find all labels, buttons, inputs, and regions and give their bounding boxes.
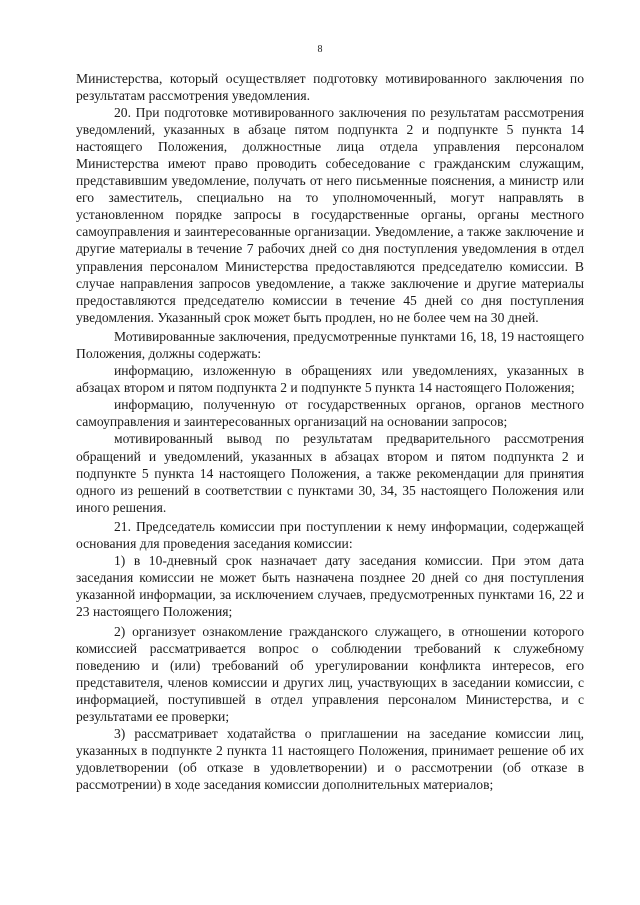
document-body (76, 70, 584, 793)
paragraph-item-20: 20. При подготовке мотивированного заключения по результатам рассмотрения уведомлений, указанных в абзаце пятом подпункта 2 и подпункте 5 пункта 14 настоящего Положения, должностные лица отдела управления персоналом Министерства имеют право проводить собеседование с гражданским служащим, представившим уведомление, получать от него письменные пояснения, а министр или его заместитель, специально на то уполномоченный, могут направлять в установленном порядке запросы в государственные органы, органы местного самоуправления и заинтересованные организации. Уведомление, а также заключение и другие материалы в течение 7 рабочих дней со дня поступления уведомления в отдел управления персоналом Министерства предоставляются председателю комиссии. В случае направления запросов уведомление, а также заключение и другие материалы предоставляются председателю комиссии в течение 45 дней со дня поступления уведомления. Указанный срок может быть продлен, но не более чем на 30 дней. (76, 105, 584, 325)
paragraph-conclusion-info-bodies: информацию, полученную от государственных органов, органов местного самоуправления и заинтересованных организаций на основании запросов; (76, 397, 584, 430)
paragraph-conclusion-info-appeals: информацию, изложенную в обращениях или уведомлениях, указанных в абзацах втором и пятом подпункта 2 и подпункте 5 пункта 14 настоящего Положения; (76, 363, 584, 396)
paragraph-conclusion-reasoned-finding: мотивированный вывод по результатам предварительного рассмотрения обращений и уведомлений, указанных в абзацах втором и пятом подпункта 2 и подпункте 5 пункта 14 настоящего Положения, а также рекомендации для принятия одного из решений в соответствии с пунктами 30, 34, 35 настоящего Положения или иного решения. (76, 431, 584, 515)
paragraph-continuation: Министерства, который осуществляет подготовку мотивированного заключения по результатам рассмотрения уведомления. (76, 71, 584, 104)
paragraph-item-21-sub-1: 1) в 10-дневный срок назначает дату заседания комиссии. При этом дата заседания комиссии не может быть назначена позднее 20 дней со дня поступления указанной информации, за исключением случаев, предусмотренных пунктами 16, 22 и 23 настоящего Положения; (76, 553, 584, 620)
paragraph-conclusions-intro: Мотивированные заключения, предусмотренные пунктами 16, 18, 19 настоящего Положения, должны содержать: (76, 329, 584, 362)
paragraph-item-21: 21. Председатель комиссии при поступлении к нему информации, содержащей основания для проведения заседания комиссии: (76, 519, 584, 552)
page-number: 8 (317, 44, 323, 55)
paragraph-item-21-sub-2: 2) организует ознакомление гражданского служащего, в отношении которого комиссией рассматривается вопрос о соблюдении требований к служебному поведению и (или) требований об урегулировании конфликта интересов, его представителя, членов комиссии и других лиц, участвующих в заседании комиссии, с информацией, поступившей в отдел управления персоналом Министерства, и с результатами ее проверки; (76, 624, 584, 725)
paragraph-item-21-sub-3: 3) рассматривает ходатайства о приглашении на заседание комиссии лиц, указанных в подпункте 2 пункта 11 настоящего Положения, принимает решение об их удовлетворении (об отказе в удовлетворении) и о рассмотрении (об отказе в рассмотрении) в ходе заседания комиссии дополнительных материалов; (76, 726, 584, 793)
